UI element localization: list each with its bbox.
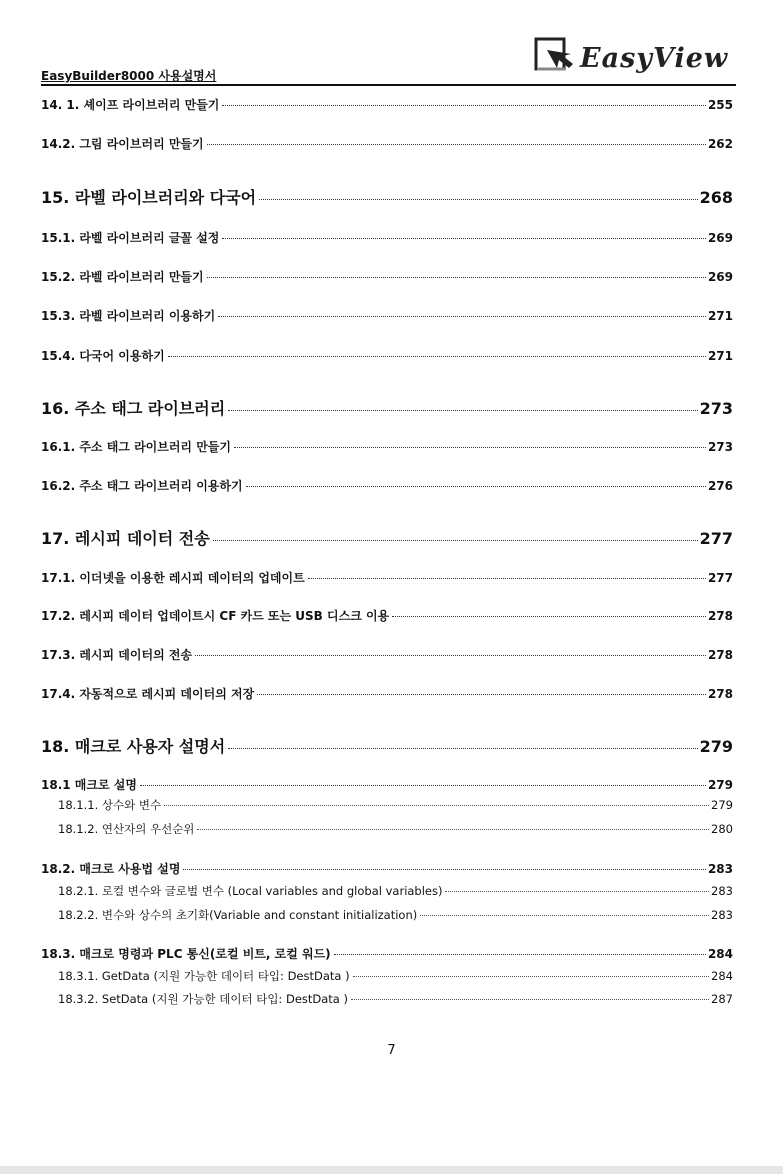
toc-entry-title: 15.3. 라벨 라이브러리 이용하기 [41, 309, 216, 323]
toc-entry-title: 15.1. 라벨 라이브러리 글꼴 설정 [41, 231, 220, 245]
toc-entry-page: 287 [711, 992, 733, 1006]
toc-entry [41, 685, 733, 702]
toc-entry [41, 185, 733, 208]
toc-leader-dots [392, 616, 706, 617]
toc-entry-page: 278 [707, 687, 733, 701]
toc-entry [41, 734, 733, 757]
toc-leader-dots [168, 356, 706, 357]
toc-entry-title: 15.4. 다국어 이용하기 [41, 349, 165, 363]
toc-entry-page: 269 [707, 270, 733, 284]
toc-entry-title: 18.1.2. 연산자의 우선순위 [58, 822, 195, 836]
toc-entry-title: 18.3.2. SetData (지원 가능한 데이터 타입: DestData ) [58, 992, 348, 1006]
toc-entry-title: 14. 1. 셰이프 라이브러리 만들기 [41, 98, 220, 112]
toc-entry-title: 14.2. 그림 라이브러리 만들기 [41, 137, 204, 151]
toc-entry-title: 17.4. 자동적으로 레시피 데이터의 저장 [41, 687, 255, 701]
toc-entry-page: 268 [699, 188, 733, 207]
toc-entry-page: 284 [711, 969, 733, 983]
toc-entry-page: 271 [707, 349, 733, 363]
toc-leader-dots [164, 805, 709, 806]
toc-entry-page: 283 [711, 908, 733, 922]
toc-entry [41, 96, 733, 113]
toc-entry-title: 18.3. 매크로 명령과 PLC 통신(로컬 비트, 로컬 워드) [41, 947, 331, 961]
toc-entry-title: 18.1.1. 상수와 변수 [58, 798, 162, 812]
toc-entry [58, 907, 733, 923]
toc-entry [41, 307, 733, 324]
toc-entry-page: 269 [707, 231, 733, 245]
easyview-logo [533, 36, 729, 76]
toc-entry-title: 17.3. 레시피 데이터의 전송 [41, 648, 193, 662]
toc-entry [58, 821, 733, 837]
toc-entry-page: 280 [711, 822, 733, 836]
toc-leader-dots [207, 144, 706, 145]
header-rule [41, 84, 736, 86]
toc-entry [41, 229, 733, 246]
toc-entry [41, 347, 733, 364]
toc-leader-dots [195, 655, 706, 656]
toc-entry-page: 273 [699, 399, 733, 418]
toc-leader-dots [420, 915, 709, 916]
toc-leader-dots [222, 105, 706, 106]
toc-entry-title: 16. 주소 태그 라이브러리 [41, 399, 226, 418]
toc-entry-page: 277 [699, 529, 733, 548]
toc-leader-dots [222, 238, 706, 239]
toc-leader-dots [445, 891, 709, 892]
manual-title: EasyBuilder8000 사용설명서 [41, 69, 217, 83]
toc-leader-dots [257, 694, 706, 695]
toc-leader-dots [234, 447, 706, 448]
toc-leader-dots [259, 199, 698, 200]
toc-leader-dots [334, 954, 706, 955]
toc-entry-page: 279 [699, 737, 733, 756]
toc-entry [41, 776, 733, 793]
scan-edge [0, 1166, 783, 1174]
toc-entry [58, 968, 733, 984]
toc-entry [58, 991, 733, 1007]
toc-entry-title: 17.1. 이더넷을 이용한 레시피 데이터의 업데이트 [41, 571, 305, 585]
toc-leader-dots [351, 999, 709, 1000]
toc-leader-dots [228, 410, 697, 411]
toc-entry [41, 860, 733, 877]
toc-entry [41, 135, 733, 152]
toc-entry-page: 262 [707, 137, 733, 151]
toc-entry [41, 607, 733, 624]
toc-entry-title: 17. 레시피 데이터 전송 [41, 529, 210, 548]
toc-entry [58, 797, 733, 813]
toc-leader-dots [140, 785, 706, 786]
toc-entry [58, 883, 733, 899]
toc-entry-title: 16.2. 주소 태그 라이브러리 이용하기 [41, 479, 243, 493]
toc-entry-title: 15. 라벨 라이브러리와 다국어 [41, 188, 257, 207]
logo-mark-icon [533, 36, 577, 76]
toc-entry [41, 268, 733, 285]
toc-entry-title: 18.1 매크로 설명 [41, 778, 137, 792]
toc-entry-title: 18.3.1. GetData (지원 가능한 데이터 타입: DestData ) [58, 969, 350, 983]
toc-entry-title: 16.1. 주소 태그 라이브러리 만들기 [41, 440, 231, 454]
toc-leader-dots [218, 316, 706, 317]
toc-entry [41, 945, 733, 962]
toc-leader-dots [353, 976, 709, 977]
toc-entry-page: 278 [707, 648, 733, 662]
toc-entry-title: 15.2. 라벨 라이브러리 만들기 [41, 270, 204, 284]
toc-entry-page: 255 [707, 98, 733, 112]
toc-leader-dots [308, 578, 706, 579]
toc-entry-page: 276 [707, 479, 733, 493]
toc-entry-page: 284 [707, 947, 733, 961]
toc-entry [41, 438, 733, 455]
logo-text: EasyView [580, 43, 729, 74]
toc-entry [41, 646, 733, 663]
toc-entry-page: 278 [707, 609, 733, 623]
toc-entry-title: 18. 매크로 사용자 설명서 [41, 737, 226, 756]
page-number: 7 [387, 1043, 396, 1058]
toc-entry-title: 17.2. 레시피 데이터 업데이트시 CF 카드 또는 USB 디스크 이용 [41, 609, 390, 623]
toc-entry [41, 477, 733, 494]
toc-entry-title: 18.2. 매크로 사용법 설명 [41, 862, 181, 876]
toc-entry-title: 18.2.1. 로컬 변수와 글로벌 변수 (Local variables and global variables) [58, 884, 443, 898]
toc-entry-page: 283 [711, 884, 733, 898]
toc-entry-page: 279 [711, 798, 733, 812]
toc-leader-dots [246, 486, 706, 487]
toc-entry [41, 569, 733, 586]
toc-entry-page: 273 [707, 440, 733, 454]
toc-leader-dots [213, 540, 698, 541]
toc-entry-page: 271 [707, 309, 733, 323]
toc-leader-dots [207, 277, 706, 278]
toc-leader-dots [228, 748, 697, 749]
toc-leader-dots [197, 829, 709, 830]
toc-entry-page: 277 [707, 571, 733, 585]
toc-entry [41, 396, 733, 419]
toc-leader-dots [183, 869, 706, 870]
toc-entry [41, 526, 733, 549]
toc-entry-page: 283 [707, 862, 733, 876]
toc-entry-page: 279 [707, 778, 733, 792]
toc-entry-title: 18.2.2. 변수와 상수의 초기화(Variable and constant initialization) [58, 908, 418, 922]
